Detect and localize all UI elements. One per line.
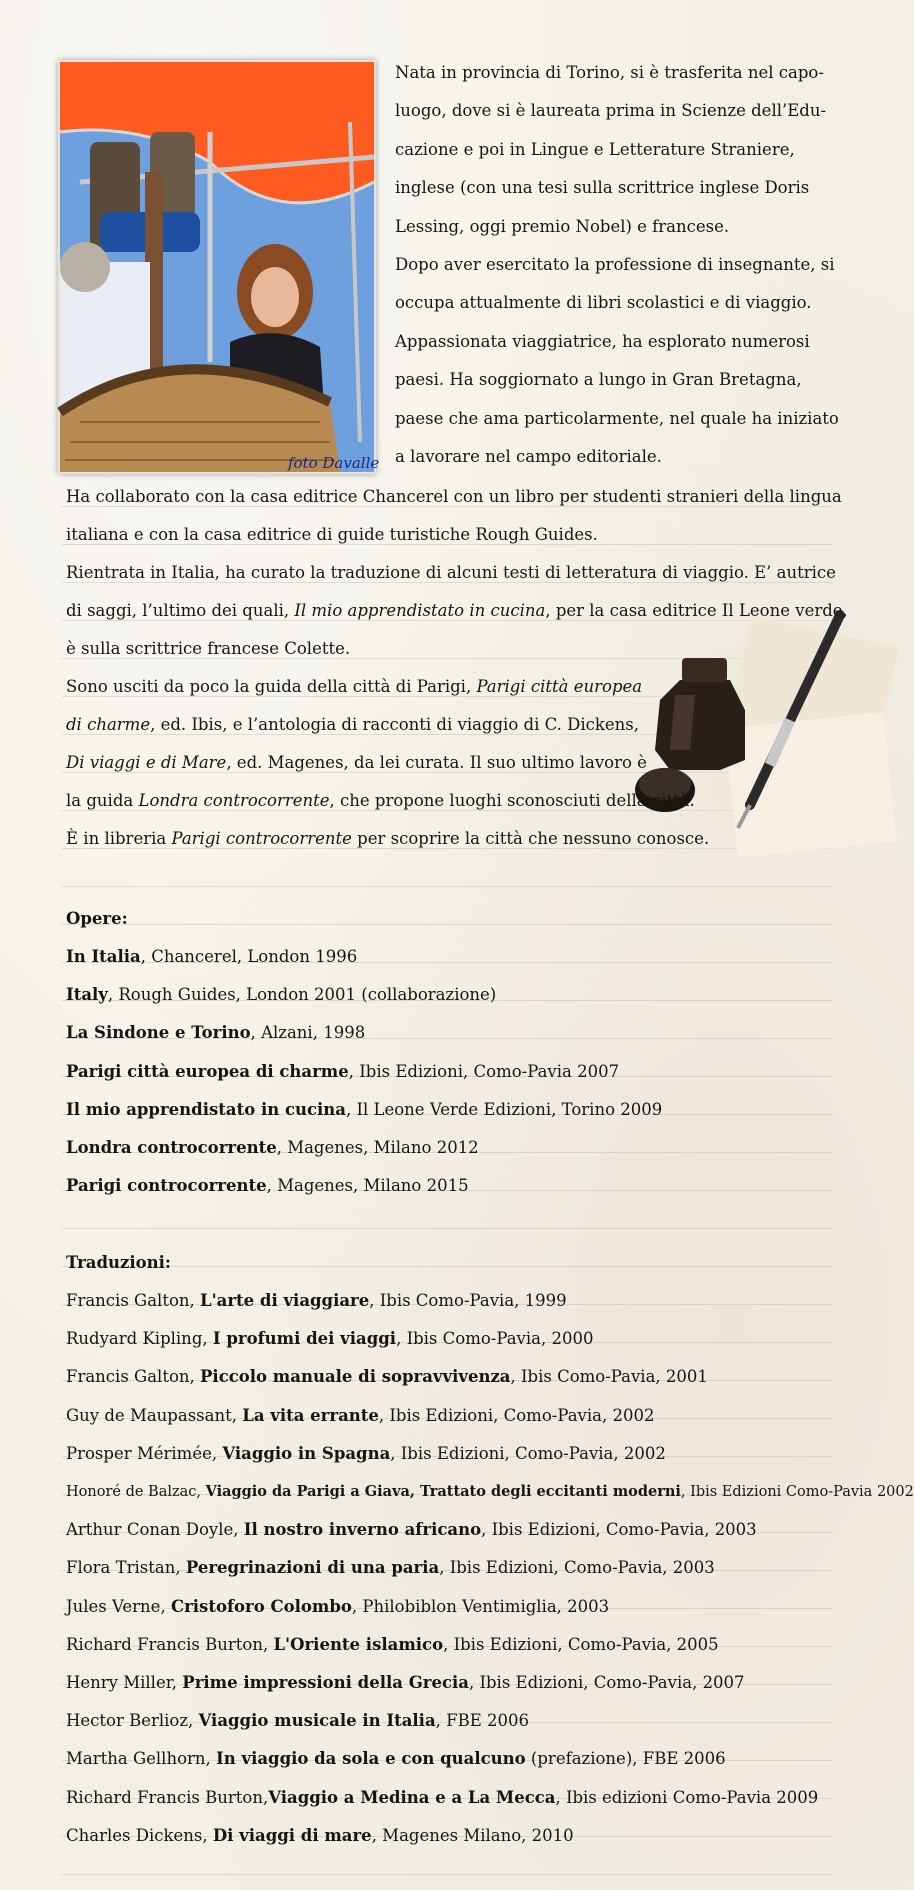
opere-heading: Opere: [66,909,128,928]
traduzioni-item-author: Francis Galton, [66,1367,201,1387]
rule-line [62,1874,832,1875]
traduzioni-item [66,1702,529,1740]
traduzioni-item-author: Jules Verne, [66,1596,171,1616]
traduzioni-item-title: Viaggio musicale in Italia [198,1711,436,1731]
opere-item-title: Londra controcorrente [66,1138,277,1157]
opere-item [66,1091,662,1129]
traduzioni-item [66,1473,914,1511]
rule-line [62,924,832,925]
traduzioni-item-title: Di viaggi di mare [212,1825,372,1845]
opere-item [66,1129,479,1167]
bio-paragraph-3-line-2: di saggi, l’ultimo dei quali, Il mio apprendistato in cucina, per la casa editrice Il Leone verde, [66,601,848,620]
traduzioni-item [66,1320,593,1358]
traduzioni-heading: Traduzioni: [66,1253,171,1272]
traduzioni-item-details: , Ibis Como-Pavia, 1999 [369,1291,567,1310]
bio-paragraph-4-line-2: di charme, ed. Ibis, e l’antologia di racconti di viaggio di C. Dickens, [66,715,639,734]
traduzioni-item [66,1779,818,1817]
bio-intro-line: cazione e poi in Lingue e Letterature Straniere, [395,139,795,159]
opere-item-details: , Chancerel, London 1996 [140,947,358,966]
opere-item-details: , Alzani, 1998 [250,1023,366,1043]
traduzioni-item [66,1435,666,1473]
traduzioni-item-author: Arthur Conan Doyle, [66,1520,244,1540]
traduzioni-item-author: Francis Galton, [66,1291,201,1310]
traduzioni-item [66,1511,757,1549]
bio-paragraph-4-line-1: Sono usciti da poco la guida della città di Parigi, Parigi città europea [66,677,643,696]
opere-item [66,1167,469,1205]
opere-item-title: La Sindone e Torino [66,1023,251,1043]
opere-item-details: , Il Leone Verde Edizioni, Torino 2009 [346,1099,663,1119]
traduzioni-item-details: , Ibis Edizioni, Como-Pavia, 2005 [443,1634,719,1654]
opere-item [66,976,496,1014]
opere-item-title: In Italia [66,947,141,966]
bio-paragraph-2-line-1: Ha collaborato con la casa editrice Chancerel con un libro per studenti stranieri della lingua [66,487,842,506]
opere-item-details: , Ibis Edizioni, Como-Pavia 2007 [348,1061,620,1081]
traduzioni-item-author: Honoré de Balzac, [66,1484,206,1500]
traduzioni-item-title: I profumi dei viaggi [212,1329,397,1349]
traduzioni-item-details: , Ibis Edizioni, Como-Pavia, 2002 [378,1405,655,1425]
traduzioni-item-title: Viaggio da Parigi a Giava, Trattato degli eccitanti moderni [205,1483,681,1500]
traduzioni-item-title: Viaggio in Spagna [222,1443,391,1463]
traduzioni-item-author: Charles Dickens, [66,1825,213,1845]
traduzioni-item-details: , Ibis Edizioni, Como-Pavia, 2007 [468,1673,745,1692]
traduzioni-item [66,1358,708,1396]
opere-item-title: Parigi controcorrente [66,1176,267,1196]
opere-item-details: , Rough Guides, London 2001 (collaborazione) [107,985,497,1005]
traduzioni-item-author: Henry Miller, [66,1673,183,1692]
opere-item-title: Italy [66,985,108,1005]
traduzioni-item-details: , Philobiblon Ventimiglia, 2003 [351,1596,610,1616]
traduzioni-item [66,1740,726,1778]
opere-item [66,1014,365,1052]
bio-paragraph-4-line-3: Di viaggi e di Mare, ed. Magenes, da lei curata. Il suo ultimo lavoro è [66,753,647,772]
traduzioni-item-author: Richard Francis Burton, [66,1634,274,1654]
bio-paragraph-4-line-4: la guida Londra controcorrente, che propone luoghi sconosciuti della città. [66,791,695,810]
traduzioni-item-title: La vita errante [242,1405,379,1425]
rule-line [62,886,832,887]
opere-item [66,1053,619,1091]
traduzioni-item-title: Il nostro inverno africano [243,1520,482,1540]
traduzioni-item-author: Hector Berlioz, [66,1711,199,1731]
bio-intro-line: paese che ama particolarmente, nel quale ha iniziato [395,408,839,428]
bio-intro-line: Nata in provincia di Torino, si è trasferita nel capo- [395,63,824,82]
traduzioni-item-title: Prime impressioni della Grecia [182,1673,469,1692]
author-photo [58,60,376,474]
bio-intro-line: inglese (con una tesi sulla scrittrice inglese Doris [395,178,810,198]
traduzioni-item-author: Martha Gellhorn, [66,1749,217,1769]
traduzioni-item-details: , Ibis Edizioni, Como-Pavia, 2002 [390,1443,666,1463]
traduzioni-item-details: , Ibis Como-Pavia, 2001 [510,1367,708,1387]
traduzioni-item-author: Guy de Maupassant, [66,1405,243,1425]
traduzioni-item-title: L'Oriente islamico [273,1634,444,1654]
traduzioni-item [66,1817,574,1855]
opere-item-details: , Magenes, Milano 2012 [276,1138,479,1157]
traduzioni-item [66,1664,745,1702]
traduzioni-item-details: , Ibis edizioni Como-Pavia 2009 [555,1787,819,1807]
bio-intro-line: Lessing, oggi premio Nobel) e francese. [395,216,730,236]
rule-line [62,1228,832,1229]
bio-intro-line: occupa attualmente di libri scolastici e di viaggio. [395,293,812,313]
traduzioni-item [66,1549,715,1587]
photo-credit: foto Davalle [288,454,380,472]
traduzioni-item-author: Flora Tristan, [66,1558,186,1578]
traduzioni-item-title: In viaggio da sola e con qualcuno [216,1749,526,1769]
bio-intro-line: Appassionata viaggiatrice, ha esplorato numerosi [395,331,810,351]
traduzioni-item-author: Prosper Mérimée, [66,1443,223,1463]
opere-item-title: Parigi città europea di charme [66,1061,349,1081]
traduzioni-item-title: L'arte di viaggiare [200,1291,370,1310]
traduzioni-item [66,1282,567,1320]
bio-paragraph-2-line-2: italiana e con la casa editrice di guide turistiche Rough Guides. [66,525,598,544]
traduzioni-item-details: (prefazione), FBE 2006 [525,1749,726,1769]
traduzioni-item-title: Cristoforo Colombo [170,1596,352,1616]
traduzioni-item-author: Richard Francis Burton, [66,1787,269,1807]
bio-intro-line: luogo, dove si è laureata prima in Scienze dell’Edu- [395,101,827,121]
rule-line [62,1266,832,1267]
bio-intro-line: Dopo aver esercitato la professione di insegnante, si [395,255,835,274]
traduzioni-item-details: , Ibis Edizioni Como-Pavia 2002 [680,1484,914,1500]
traduzioni-item-author: Rudyard Kipling, [66,1329,213,1349]
bio-paragraph-5: È in libreria Parigi controcorrente per scoprire la città che nessuno conosce. [66,829,710,848]
opere-item [66,938,357,976]
traduzioni-item-title: Viaggio a Medina e a La Mecca [268,1787,556,1807]
traduzioni-item-title: Piccolo manuale di sopravvivenza [200,1367,511,1387]
bio-intro-line: paesi. Ha soggiornato a lungo in Gran Bretagna, [395,370,802,390]
bio-paragraph-3-line-3: è sulla scrittrice francese Colette. [66,639,351,658]
bio-paragraph-3-line-1: Rientrata in Italia, ha curato la traduzione di alcuni testi di letteratura di viaggio. E’ autrice [66,563,836,582]
bio-intro-line: a lavorare nel campo editoriale. [395,447,662,466]
opere-item-title: Il mio apprendistato in cucina [66,1099,346,1119]
traduzioni-item-title: Peregrinazioni di una paria [185,1558,440,1578]
traduzioni-item [66,1397,654,1435]
traduzioni-item-details: , Magenes Milano, 2010 [371,1825,574,1845]
traduzioni-item-details: , FBE 2006 [435,1711,529,1731]
traduzioni-item-details: , Ibis Edizioni, Como-Pavia, 2003 [439,1558,715,1578]
traduzioni-item [66,1626,719,1664]
traduzioni-item [66,1588,609,1626]
opere-item-details: , Magenes, Milano 2015 [266,1176,469,1196]
traduzioni-item-details: , Ibis Como-Pavia, 2000 [396,1329,594,1349]
traduzioni-item-details: , Ibis Edizioni, Como-Pavia, 2003 [481,1520,757,1540]
